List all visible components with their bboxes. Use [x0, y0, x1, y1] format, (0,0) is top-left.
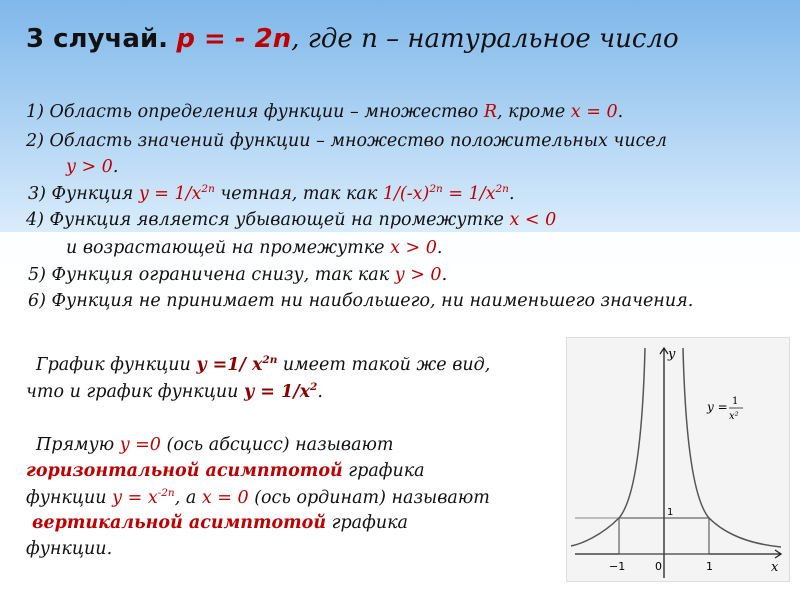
graph-note-line-1: График функции y =1/ $x^{2n}$ имеет такой же вид, — [36, 354, 491, 375]
horizontal-asymptote-term: горизонтальной асимптотой — [26, 461, 343, 481]
tick-one: 1 — [706, 560, 713, 573]
property-3: 3) Функция $y = 1/x^{2n}$ четная, так как $1/(-x)^{2n} = 1/x^{2n}$. — [28, 183, 515, 204]
property-5: 5) Функция ограничена снизу, так как y > 0. — [28, 265, 448, 285]
tick-minus-1: −1 — [609, 560, 626, 573]
tick-y-one: 1 — [667, 507, 674, 518]
case-label: 3 случай. — [26, 24, 169, 54]
page-title — [26, 24, 679, 54]
tick-zero: 0 — [655, 560, 662, 573]
curve-label-denominator: x² — [729, 411, 739, 422]
property-6: 6) Функция не принимает ни наибольшего, ни наименьшего значения. — [28, 291, 694, 311]
curve-label: y = — [707, 400, 728, 414]
curve-left-branch — [571, 348, 645, 546]
property-4-continued: и возрастающей на промежутке x > 0. — [66, 238, 443, 258]
curve-right-branch — [683, 348, 781, 547]
asymptote-line-4: вертикальной асимптотой графика — [32, 513, 408, 533]
property-2: 2) Область значений функции – множество положительных чисел — [26, 131, 667, 151]
case-formula: p = - 2n — [176, 24, 292, 54]
asymptote-line-1: Прямую y =0 (ось абсцисс) называют — [36, 435, 394, 455]
function-graph — [566, 337, 790, 582]
asymptote-line-3: функции $y = x^{-2n}$, а x = 0 (ось ординат) называют — [26, 487, 490, 508]
property-1: 1) Область определения функции – множество R, кроме x = 0. — [26, 102, 624, 122]
graph-note-line-2: что и график функции $y = 1/x^2$. — [26, 381, 323, 402]
property-4: 4) Функция является убывающей на промежутке x < 0 — [26, 210, 557, 230]
asymptote-line-5: функции. — [26, 539, 113, 559]
title-rest: , где n – натуральное число — [291, 24, 679, 54]
curve-label-numerator: 1 — [732, 396, 739, 407]
y-axis-label: y — [668, 347, 676, 362]
x-axis-label: x — [771, 560, 779, 575]
graph-svg — [567, 338, 789, 581]
vertical-asymptote-term: вертикальной асимптотой — [32, 513, 327, 533]
property-2-continued: y > 0. — [66, 157, 119, 177]
asymptote-line-2: горизонтальной асимптотой графика — [26, 461, 425, 481]
